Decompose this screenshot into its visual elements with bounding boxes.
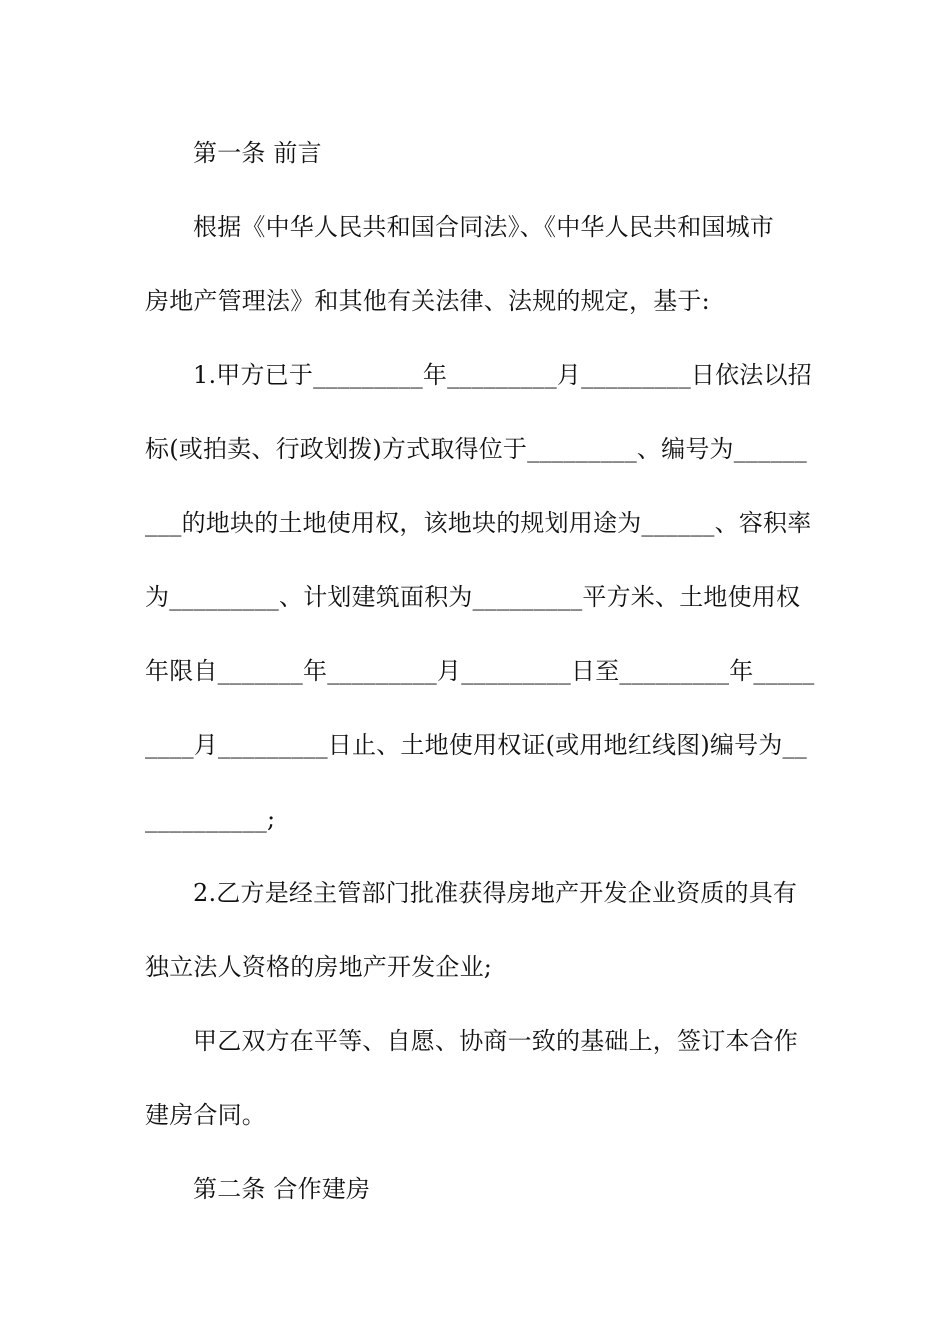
paragraph-line: 房地产管理法》和其他有关法律、法规的规定，基于:: [145, 287, 710, 315]
paragraph-line: 建房合同。: [145, 1101, 266, 1129]
paragraph-line: 2.乙方是经主管部门批准获得房地产开发企业资质的具有: [193, 879, 798, 907]
paragraph-line: 根据《中华人民共和国合同法》、《中华人民共和国城市: [193, 213, 774, 241]
paragraph-line: 独立法人资格的房地产开发企业;: [145, 953, 493, 981]
article-2-heading: 第二条 合作建房: [193, 1175, 371, 1203]
paragraph-line: __________;: [145, 805, 276, 833]
paragraph-line: 年限自_______年_________月_________日至_________年_____: [145, 657, 815, 685]
paragraph-line: 标(或拍卖、行政划拨)方式取得位于_________、编号为______: [145, 435, 807, 463]
article-1-heading: 第一条 前言: [193, 139, 322, 167]
paragraph-line: ___的地块的土地使用权，该地块的规划用途为______、容积率: [145, 509, 812, 537]
paragraph-line: 1.甲方已于_________年_________月_________日依法以招: [193, 361, 812, 389]
paragraph-line: 为_________、计划建筑面积为_________平方米、土地使用权: [145, 583, 801, 611]
paragraph-line: 甲乙双方在平等、自愿、协商一致的基础上，签订本合作: [193, 1027, 798, 1055]
paragraph-line: ____月_________日止、土地使用权证(或用地红线图)编号为__: [145, 731, 807, 759]
